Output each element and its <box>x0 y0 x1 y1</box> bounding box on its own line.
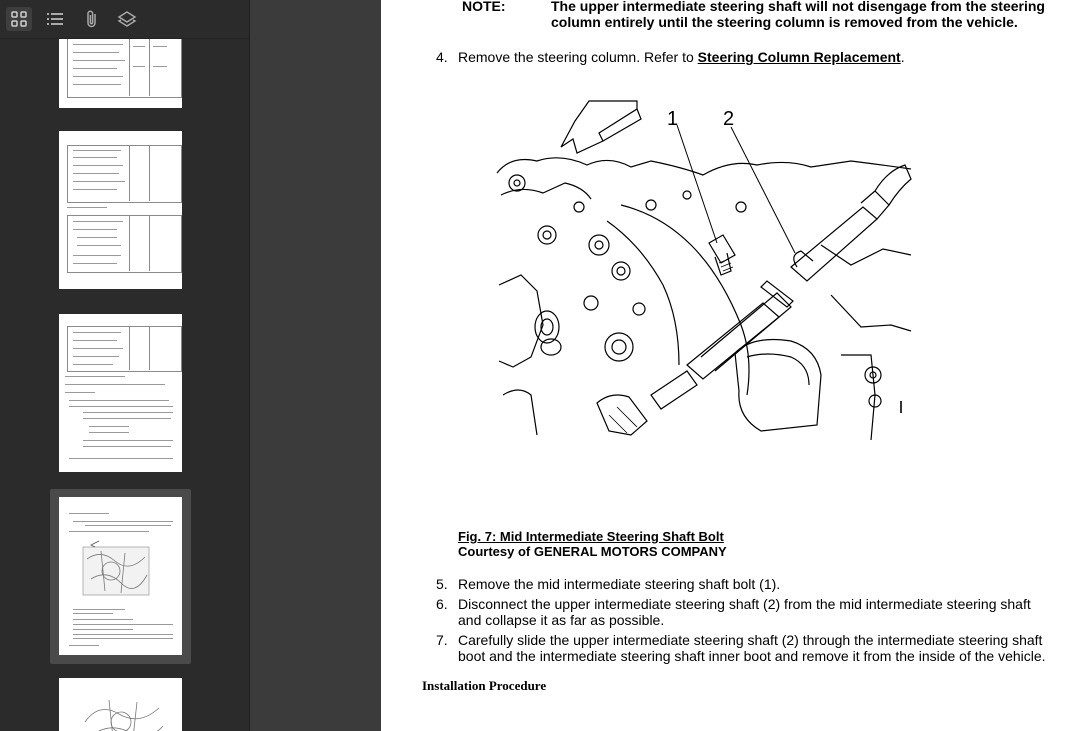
section-heading: Installation Procedure <box>422 678 547 693</box>
attachments-view-button[interactable] <box>79 7 105 31</box>
step-6 <box>436 596 1076 628</box>
page-thumbnail[interactable] <box>50 38 191 110</box>
paperclip-icon <box>83 9 101 29</box>
document-page <box>381 0 1092 731</box>
step-text-end: . <box>900 49 905 65</box>
step-text: Remove the mid intermediate steering shaft bolt (1). <box>458 576 781 592</box>
callout-1: 1 <box>667 108 679 130</box>
page-thumbnail-image <box>59 497 182 655</box>
step-text-line1: Disconnect the upper intermediate steering shaft (2) from the mid intermediate steering shaft <box>458 596 1031 612</box>
step-text-body: Remove the steering column. Refer to <box>458 49 698 65</box>
page-thumbnail-image <box>59 38 182 108</box>
outline-view-button[interactable] <box>42 7 68 31</box>
thumbnail-sidebar <box>0 0 250 731</box>
page-thumbnail-image <box>59 314 182 472</box>
viewer-background <box>250 0 380 731</box>
sidebar-toolbar <box>0 0 249 39</box>
figure-title: Fig. 7: Mid Intermediate Steering Shaft Bolt <box>458 529 724 544</box>
step-text <box>458 49 905 65</box>
page-thumbnail-selected[interactable] <box>50 489 191 664</box>
step-7 <box>436 632 1086 664</box>
page-thumbnail[interactable] <box>50 314 191 474</box>
note-text: The upper intermediate steering shaft will not disengage from the steering column entirely until the steering column is removed from the vehicle. <box>551 0 1045 30</box>
page-thumbnail-image <box>59 131 182 289</box>
page-thumbnail-image <box>59 678 182 731</box>
step-number: 7. <box>436 632 448 648</box>
step-text-line2: and collapse it as far as possible. <box>458 612 665 628</box>
note-label: NOTE: <box>462 0 506 14</box>
thumbnails-view-button[interactable] <box>6 7 32 31</box>
step-text-line1: Carefully slide the upper intermediate steering shaft (2) through the intermediate steering shaft <box>458 632 1043 648</box>
callout-2: 2 <box>723 108 735 130</box>
step-number: 6. <box>436 596 448 612</box>
page-thumbnail[interactable] <box>50 131 191 291</box>
steering-shaft-illustration <box>491 95 916 447</box>
grid-icon <box>10 10 28 28</box>
layers-icon <box>117 10 137 28</box>
steering-column-replacement-link[interactable]: Steering Column Replacement <box>697 49 901 65</box>
step-text-line2: boot and the intermediate steering shaft inner boot and remove it from the inside of the vehicle. <box>458 648 1046 664</box>
page-thumbnail[interactable] <box>50 678 191 731</box>
layers-view-button[interactable] <box>114 7 140 31</box>
step-number: 4. <box>436 49 448 65</box>
list-icon <box>45 10 65 28</box>
step-number: 5. <box>436 576 448 592</box>
figure-credit: Courtesy of GENERAL MOTORS COMPANY <box>458 544 727 559</box>
